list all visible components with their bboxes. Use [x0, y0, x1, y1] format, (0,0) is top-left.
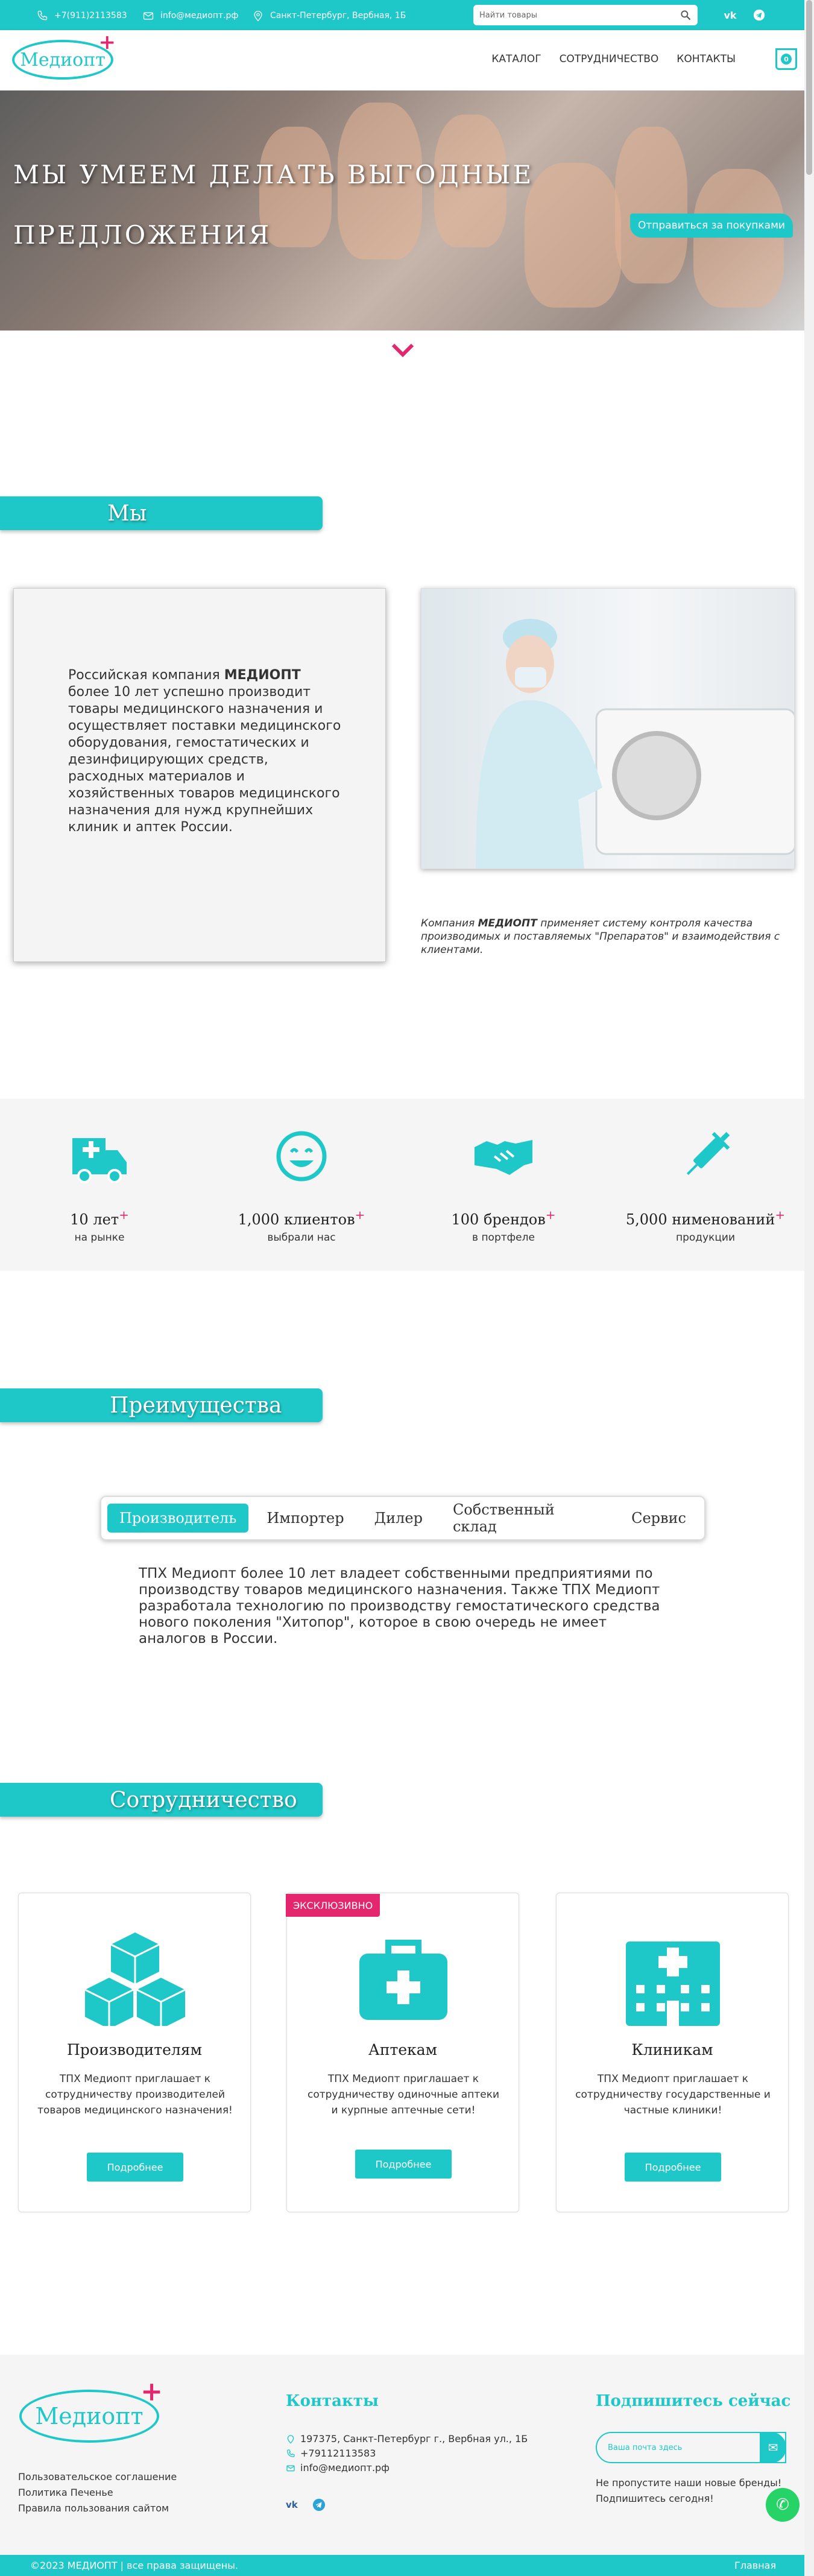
about-text: Российская компания МЕДИОПТ более 10 лет успешно производит товары медицинского назначения и осуществляет поставки медицинского оборудования, гемостатических и дезинфицирующих средств, расходных материалов и хозяйственных товаров медицинского назначения для нужд крупнейших клиник и аптек России.	[68, 668, 341, 835]
main-nav	[491, 53, 736, 65]
nav-contacts[interactable]: КОНТАКТЫ	[677, 53, 736, 65]
more-button[interactable]: Подробнее	[355, 2150, 452, 2179]
handshake-icon	[473, 1129, 534, 1183]
advantages-tabs	[100, 1496, 705, 1540]
syringe-icon	[675, 1129, 736, 1183]
tab-service[interactable]: Сервис	[631, 1510, 686, 1527]
stats-section	[0, 1099, 814, 1271]
first-aid-kit-icon	[353, 1929, 453, 2026]
send-icon: ✉	[768, 2440, 778, 2455]
nav-cooperation[interactable]: СОТРУДНИЧЕСТВО	[559, 53, 659, 65]
scrollbar-thumb[interactable]	[806, 0, 812, 175]
logo-plus-icon: +	[140, 2376, 163, 2407]
coop-card-manufacturers	[18, 1893, 251, 2212]
ambulance-icon	[69, 1129, 130, 1183]
about-caption: Компания МЕДИОПТ применяет систему контроля качества производимых и поставляемых "Препаратов" и взаимодействия с клиентами.	[421, 917, 780, 956]
link-cookie-policy[interactable]: Политика Печенье	[18, 2487, 113, 2498]
cart-button[interactable]	[775, 48, 797, 70]
stat-value: 100 брендов+	[451, 1207, 556, 1228]
search-input[interactable]: Найти товары	[479, 10, 538, 20]
tab-content: ТПХ Медиопт более 10 лет владеет собственными предприятиями по производству товаров медицинского назначения. Также ТПХ Медиопт разработала технологию по производству гемостатического средства нового поколения "Хитопор", которое в свою очередь не имеет аналогов в России.	[139, 1566, 660, 1647]
subscribe-heading: Подпишитесь сейчас	[596, 2392, 791, 2410]
location-pin-icon	[252, 10, 264, 22]
subscribe-input[interactable]: Ваша почта здесь	[596, 2432, 786, 2463]
footer-logo-text: Медиопт	[35, 2403, 144, 2429]
telegram-icon[interactable]	[750, 6, 768, 24]
telegram-icon[interactable]	[312, 2498, 326, 2511]
footer-contacts	[286, 2432, 528, 2475]
stat-value: 10 лет+	[70, 1207, 129, 1228]
vk-icon[interactable]: vk	[286, 2499, 298, 2510]
coop-title: Клиникам	[631, 2041, 713, 2059]
coop-text: ТПХ Медиопт приглашает к сотрудничеству производителей товаров медицинского назначения!	[37, 2073, 233, 2116]
more-button[interactable]: Подробнее	[87, 2153, 183, 2182]
mail-icon	[142, 10, 154, 22]
top-bar	[0, 0, 814, 30]
more-button[interactable]: Подробнее	[625, 2153, 721, 2182]
email-text: info@медиопт.рф	[160, 11, 239, 21]
cart-count: 0	[781, 54, 792, 65]
stat-value: 5,000 нименований+	[625, 1207, 786, 1228]
coop-title: Производителям	[66, 2041, 203, 2059]
advantages-heading: Преимущества	[0, 1388, 323, 1422]
tab-dealer[interactable]: Дилер	[374, 1510, 423, 1527]
social-links	[721, 6, 768, 24]
site-footer	[0, 2355, 814, 2576]
subscribe-text: Не пропустите наши новые бренды! Подпишитесь сегодня!	[596, 2477, 782, 2504]
phone-icon	[286, 2449, 295, 2458]
hero-banner	[0, 90, 814, 331]
coop-card-clinics	[556, 1893, 789, 2212]
footer-email[interactable]: info@медиопт.рф	[286, 2461, 528, 2475]
mail-icon	[286, 2463, 295, 2473]
hero-title: МЫ УМЕЕМ ДЕЛАТЬ ВЫГОДНЫЕ ПРЕДЛОЖЕНИЯ	[13, 160, 534, 250]
link-site-rules[interactable]: Правила пользования сайтом	[18, 2502, 169, 2514]
search-field[interactable]	[473, 5, 698, 25]
bottom-bar	[0, 2555, 814, 2576]
stat-label: на рынке	[74, 1232, 125, 1244]
cooperation-heading: Сотрудничество	[0, 1783, 323, 1817]
coop-text: ТПХ Медиопт приглашает к сотрудничеству одиночные аптеки и курпные аптечные сети!	[307, 2073, 500, 2116]
phone-text: +7(911)2113583	[54, 11, 127, 21]
shop-button[interactable]: Отправиться за покупками	[630, 214, 793, 238]
copyright: ©2023 МЕДИОПТ | все права защищены.	[30, 2560, 238, 2571]
stat-label: в портфеле	[472, 1232, 535, 1244]
stat-label: продукции	[675, 1232, 736, 1244]
stat-label: выбрали нас	[267, 1232, 336, 1244]
footer-phone[interactable]: +79112113583	[286, 2446, 528, 2461]
phone-contact[interactable]	[36, 10, 127, 22]
site-logo[interactable]	[12, 30, 116, 80]
exclusive-badge: ЭКСКЛЮЗИВНО	[286, 1894, 380, 1917]
contacts-heading: Контакты	[286, 2392, 379, 2410]
chevron-down-icon[interactable]	[391, 343, 415, 358]
nav-catalog[interactable]: КАТАЛОГ	[491, 53, 541, 65]
page-scrollbar[interactable]	[804, 0, 814, 2576]
whatsapp-icon[interactable]: ✆	[766, 2488, 800, 2522]
email-contact[interactable]	[142, 10, 238, 22]
phone-icon	[36, 10, 48, 22]
tab-importer[interactable]: Импортер	[267, 1510, 344, 1527]
about-card	[13, 588, 386, 962]
smile-icon	[271, 1129, 332, 1183]
address-contact	[252, 10, 406, 22]
link-user-agreement[interactable]: Пользовательское соглашение	[18, 2471, 177, 2483]
doctor-photo	[421, 588, 795, 869]
about-heading: Мы	[0, 496, 323, 530]
logo-text: Медиопт	[20, 49, 106, 71]
boxes-icon	[85, 1929, 185, 2026]
logo-plus-icon: +	[98, 30, 116, 54]
footer-social	[286, 2498, 326, 2511]
vk-icon[interactable]: vk	[724, 9, 737, 21]
coop-card-pharmacies	[286, 1893, 519, 2212]
stat-value: 1,000 клиентов+	[238, 1207, 365, 1228]
footer-logo[interactable]	[19, 2376, 163, 2443]
hospital-icon	[623, 1929, 723, 2026]
coop-title: Аптекам	[368, 2041, 438, 2059]
site-header	[0, 30, 814, 90]
search-icon[interactable]	[680, 9, 692, 21]
tab-warehouse[interactable]: Собственный склад	[452, 1501, 555, 1535]
location-pin-icon	[286, 2434, 295, 2444]
home-link[interactable]: Главная	[734, 2560, 777, 2571]
tab-manufacturer[interactable]: Производитель	[107, 1504, 248, 1533]
footer-links	[18, 2469, 177, 2516]
coop-text: ТПХ Медиопт приглашает к сотрудничеству государственные и частные клиники!	[575, 2073, 771, 2116]
footer-address: 197375, Санкт-Петербург г., Вербная ул., 1Б	[286, 2432, 528, 2446]
address-text: Санкт-Петербург, Вербная, 1Б	[270, 11, 406, 21]
